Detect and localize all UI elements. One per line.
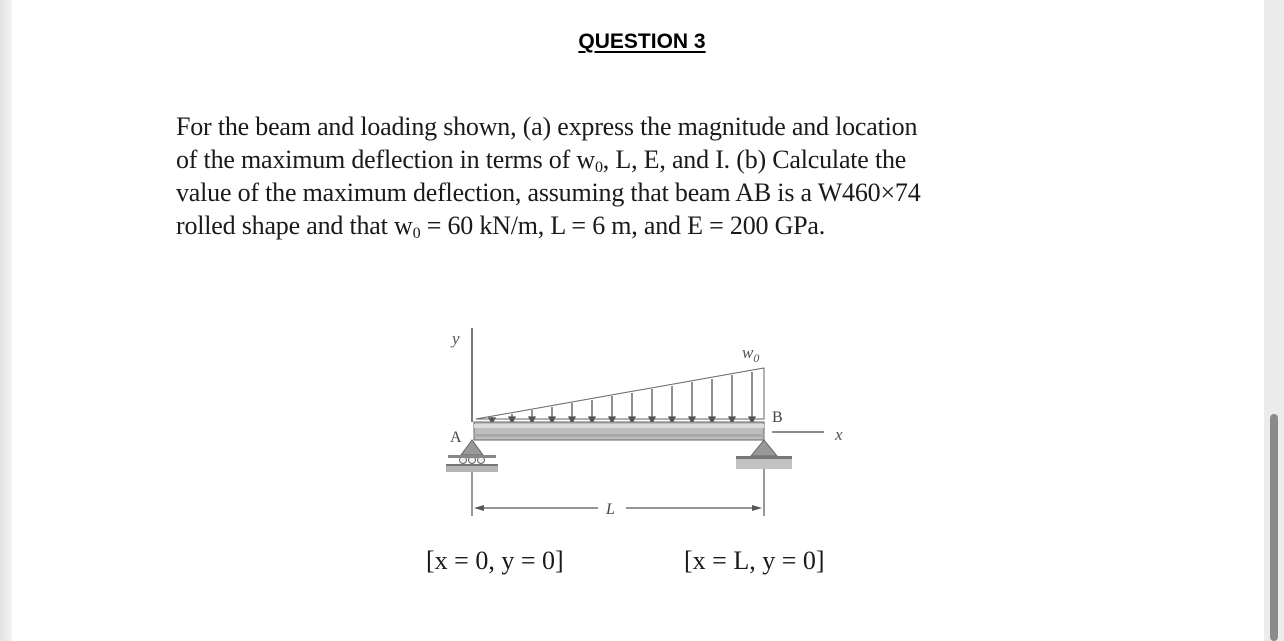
problem-statement bbox=[176, 110, 1056, 242]
x-axis-label: x bbox=[835, 425, 843, 444]
vertical-scrollbar[interactable] bbox=[1270, 414, 1278, 641]
y-axis-label: y bbox=[452, 329, 460, 348]
boundary-condition-right: [x = L, y = 0] bbox=[684, 546, 825, 575]
load-arrows bbox=[489, 372, 755, 423]
load-label-w0: $w_0$ bbox=[742, 343, 760, 365]
problem-line-4: rolled shape and that $w_0 = 60$ kN/m, L = 6 m, and E = 200 GPa. bbox=[176, 211, 826, 242]
problem-line-1: For the beam and loading shown, (a) express the magnitude and location bbox=[176, 112, 918, 141]
question-heading bbox=[0, 30, 1284, 54]
question-title: QUESTION 3 bbox=[578, 30, 706, 53]
beam-diagram bbox=[430, 318, 870, 528]
dimension-label-L: L bbox=[606, 501, 615, 518]
page-edge bbox=[0, 0, 12, 641]
problem-line-2: of the maximum deflection in terms of $w_0$, L, E, and I. (b) Calculate the bbox=[176, 145, 907, 176]
point-label-A: A bbox=[450, 429, 462, 446]
distributed-load-outline bbox=[476, 368, 764, 419]
pin-support-B bbox=[736, 440, 792, 469]
point-label-B: B bbox=[772, 409, 783, 426]
boundary-condition-left: [x = 0, y = 0] bbox=[426, 546, 564, 575]
problem-line-3: value of the maximum deflection, assuming that beam AB is a W460×74 bbox=[176, 178, 921, 207]
